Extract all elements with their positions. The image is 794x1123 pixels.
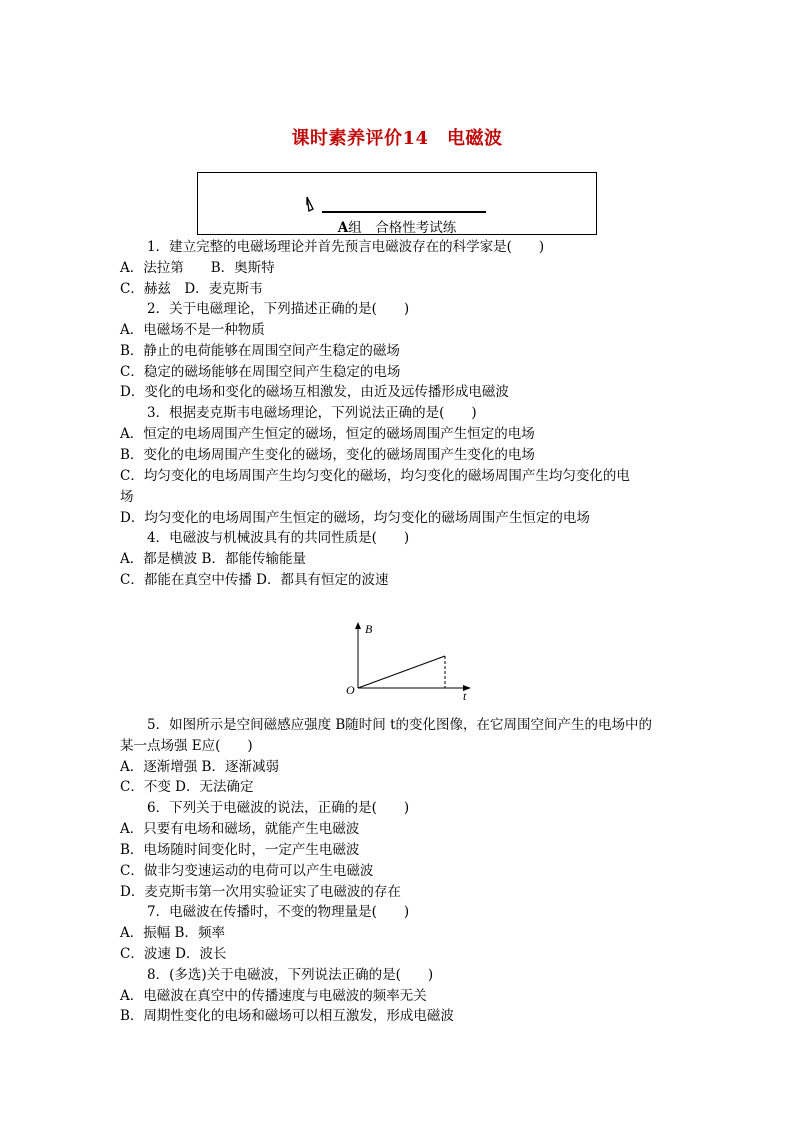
option-line: A．电磁波在真空中的传播速度与电磁波的频率无关 [120,988,427,1004]
question-1: 1．建立完整的电磁场理论并首先预言电磁波存在的科学家是( ) [147,239,545,255]
option-line: A．振幅 B．频率 [120,925,225,941]
option-line-wrap: 场 [120,489,134,505]
option-line: B．变化的电场周围产生变化的磁场，变化的磁场周围产生变化的电场 [120,447,535,463]
option-line: B．周期性变化的电场和磁场可以相互激发，形成电磁波 [120,1008,454,1024]
pen-icon [304,195,318,213]
x-axis-label: t [463,689,467,702]
option-line: A．电磁场不是一种物质 [120,322,265,338]
section-banner [197,172,597,235]
option-line: C．稳定的磁场能够在周围空间产生稳定的电场 [120,364,401,380]
origin-label: O [346,683,355,697]
section-label: A组 合格性考试练 [337,220,457,236]
y-axis-label: B [365,622,373,636]
option-line: D．麦克斯韦第一次用实验证实了电磁波的存在 [120,884,401,900]
question-4: 4．电磁波与机械波具有的共同性质是( ) [147,530,410,546]
b-line [358,656,445,688]
option-line: A．都是横波 B．都能传输能量 [120,551,306,567]
option-line: B．静止的电荷能够在周围空间产生稳定的磁场 [120,343,400,359]
option-line: A．恒定的电场周围产生恒定的磁场，恒定的磁场周围产生恒定的电场 [120,426,535,442]
option-line: B．电场随时间变化时，一定产生电磁波 [120,842,360,858]
question-8: 8．(多选)关于电磁波，下列说法正确的是( ) [147,967,434,983]
question-7: 7．电磁波在传播时，不变的物理量是( ) [147,904,410,920]
question-5: 5．如图所示是空间磁感应强度 B随时间 t的变化图像，在它周围空间产生的电场中的 [147,717,653,733]
y-axis-arrow-icon [355,622,361,629]
page-title: 课时素养评价14 电磁波 [291,128,503,149]
option-line: D．均匀变化的电场周围产生恒定的磁场，均匀变化的磁场周围产生恒定的电场 [120,510,590,526]
option-line: C．不变 D．无法确定 [120,779,254,795]
question-5-wrap: 某一点场强 E应( ) [120,738,253,754]
option-line: A．只要有电场和磁场，就能产生电磁波 [120,821,360,837]
option-line: C．都能在真空中传播 D．都具有恒定的波速 [120,572,389,588]
banner-rule [322,211,486,213]
option-line: A．逐渐增强 B．逐渐减弱 [120,759,279,775]
question-6: 6．下列关于电磁波的说法，正确的是( ) [147,800,410,816]
option-line: C．波速 D．波长 [120,946,227,962]
option-line: D．变化的电场和变化的磁场互相激发，由近及远传播形成电磁波 [120,384,509,400]
option-line: C．做非匀变速运动的电荷可以产生电磁波 [120,863,374,879]
b-t-graph [340,620,480,702]
question-3: 3．根据麦克斯韦电磁场理论，下列说法正确的是( ) [147,405,477,421]
option-line: A．法拉第 B．奥斯特 [120,260,275,276]
option-line: C．赫兹 D．麦克斯韦 [120,281,263,297]
option-line: C．均匀变化的电场周围产生均匀变化的磁场，均匀变化的磁场周围产生均匀变化的电 [120,468,630,484]
question-2: 2．关于电磁理论，下列描述正确的是( ) [147,301,410,317]
